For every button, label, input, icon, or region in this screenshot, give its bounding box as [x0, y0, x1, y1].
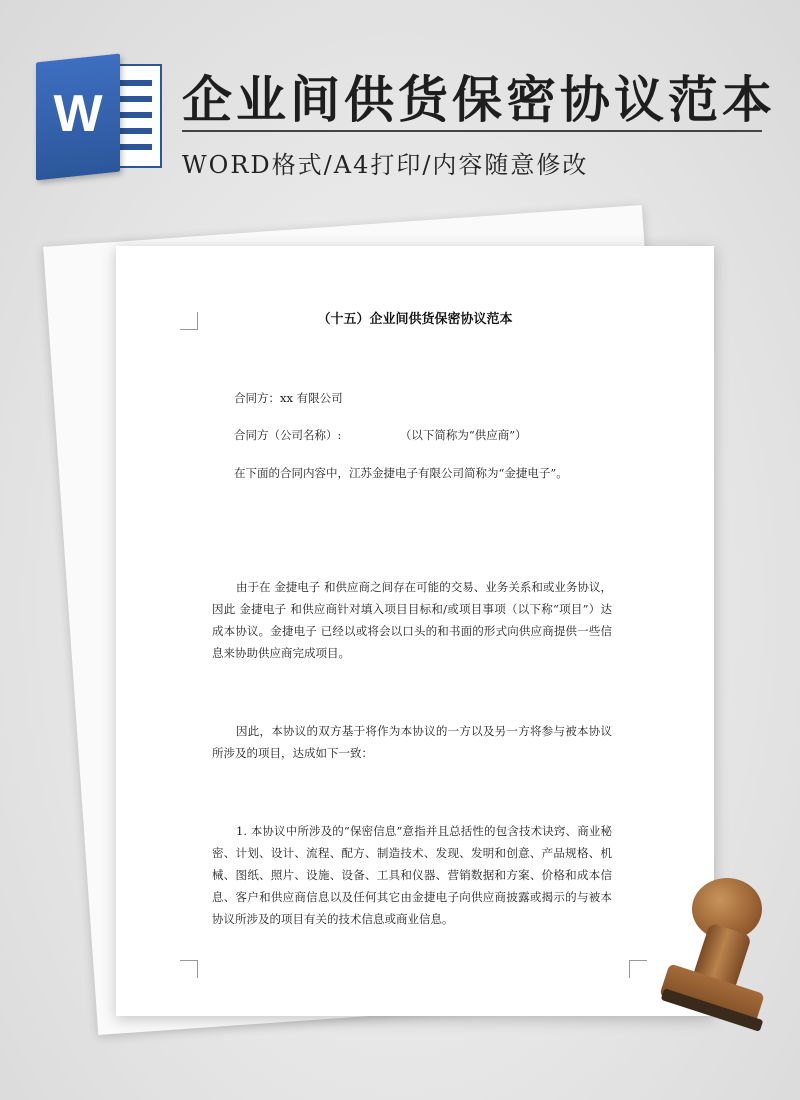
rubber-stamp-icon [650, 878, 780, 1038]
title-divider [182, 130, 762, 132]
paragraph-background: 由于在 金捷电子 和供应商之间存在可能的交易、业务关系和或业务协议，因此 金捷电子 和供应商针对填入项目目标和/或项目事项（以下称“项目”）达成本协议。金捷电子 已经以或将会以口头的和书面的形式向供应商提供一些信息来协助供应商完成项目。 [212, 580, 612, 660]
word-logo-letter: W [53, 85, 103, 143]
word-logo-icon [36, 58, 164, 176]
document-page [116, 246, 714, 1016]
page-title: 企业间供货保密协议范本 [182, 71, 776, 129]
party-b-line: 合同方（公司名称）: （以下简称为“供应商”） [234, 428, 527, 442]
paragraph-agreement: 因此，本协议的双方基于将作为本协议的一方以及另一方将参与被本协议所涉及的项目，达成如下一致： [212, 724, 612, 760]
intro-line: 在下面的合同内容中，江苏金捷电子有限公司简称为“金捷电子”。 [234, 466, 568, 480]
crop-mark-bottom-left [180, 960, 198, 978]
crop-mark-bottom-right [629, 960, 647, 978]
document-title: （十五）企业间供货保密协议范本 [317, 312, 513, 327]
party-a-line: 合同方：xx 有限公司 [234, 391, 343, 405]
page-subtitle: WORD格式/A4打印/内容随意修改 [182, 151, 589, 179]
word-badge [36, 54, 120, 181]
paragraph-clause-1: 1. 本协议中所涉及的“保密信息”意指并且总括性的包含技术诀窍、商业秘密、计划、设计、流程、配方、制造技术、发现、发明和创意、产品规格、机械、图纸、照片、设施、设备、工具和仪器、营销数据和方案、价格和成本信息、客户和供应商信息以及任何其它由金捷电子向供应商披露或揭示的与被本协议所涉及的项目有关的技术信息或商业信息。 [212, 824, 612, 926]
